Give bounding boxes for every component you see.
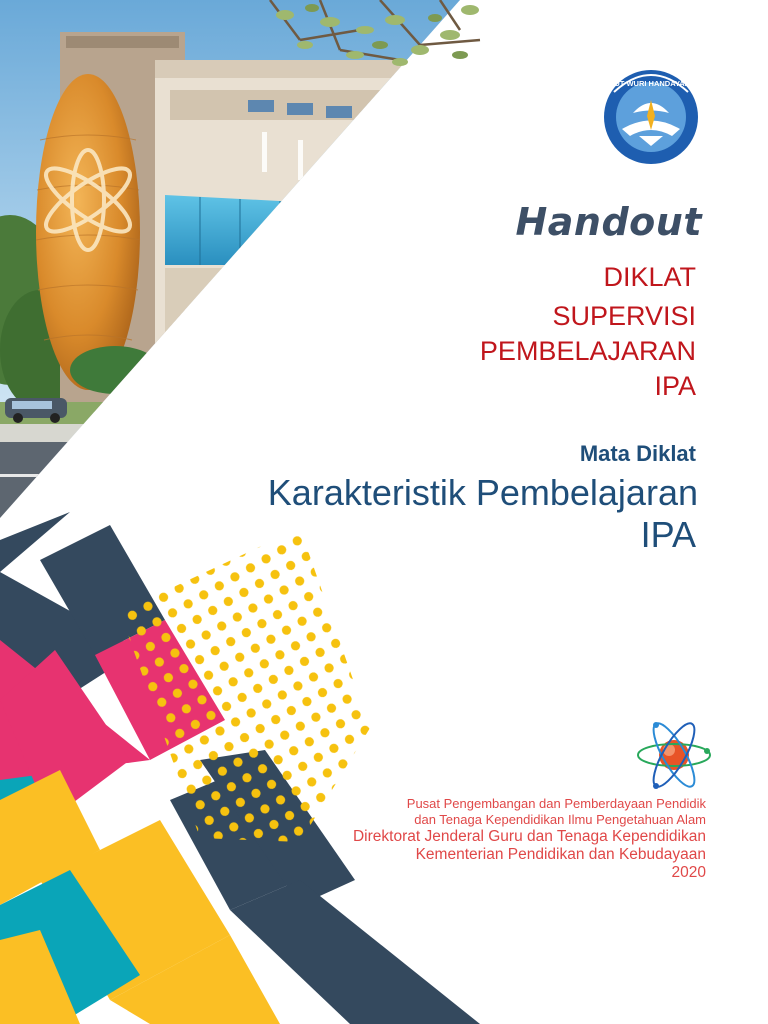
program-label: DIKLAT xyxy=(603,262,696,292)
institution-block xyxy=(353,796,706,882)
publication-year: 2020 xyxy=(671,864,706,881)
program-name-line-1: SUPERVISI xyxy=(552,301,696,331)
institution-line-4: Kementerian Pendidikan dan Kebudayaan xyxy=(415,846,706,863)
institution-line-3: Direktorat Jenderal Guru dan Tenaga Kependidikan xyxy=(352,828,706,845)
course-label: Mata Diklat xyxy=(579,441,696,466)
atom-logo xyxy=(638,718,710,791)
institution-line-1: Pusat Pengembangan dan Pemberdayaan Pendidik xyxy=(406,796,706,811)
program-name-line-2: PEMBELAJARAN xyxy=(479,336,696,366)
course-title-line-1: Karakteristik Pembelajaran xyxy=(267,472,698,513)
emblem-motto: TUT WURI HANDAYANI xyxy=(609,79,693,88)
program-name-line-3: IPA xyxy=(654,371,696,401)
handout-title: Handout xyxy=(515,200,702,244)
course-title-line-2: IPA xyxy=(640,514,696,555)
building-photo xyxy=(0,0,470,542)
institution-line-2: dan Tenaga Kependidikan Ilmu Pengetahuan Alam xyxy=(414,812,706,827)
